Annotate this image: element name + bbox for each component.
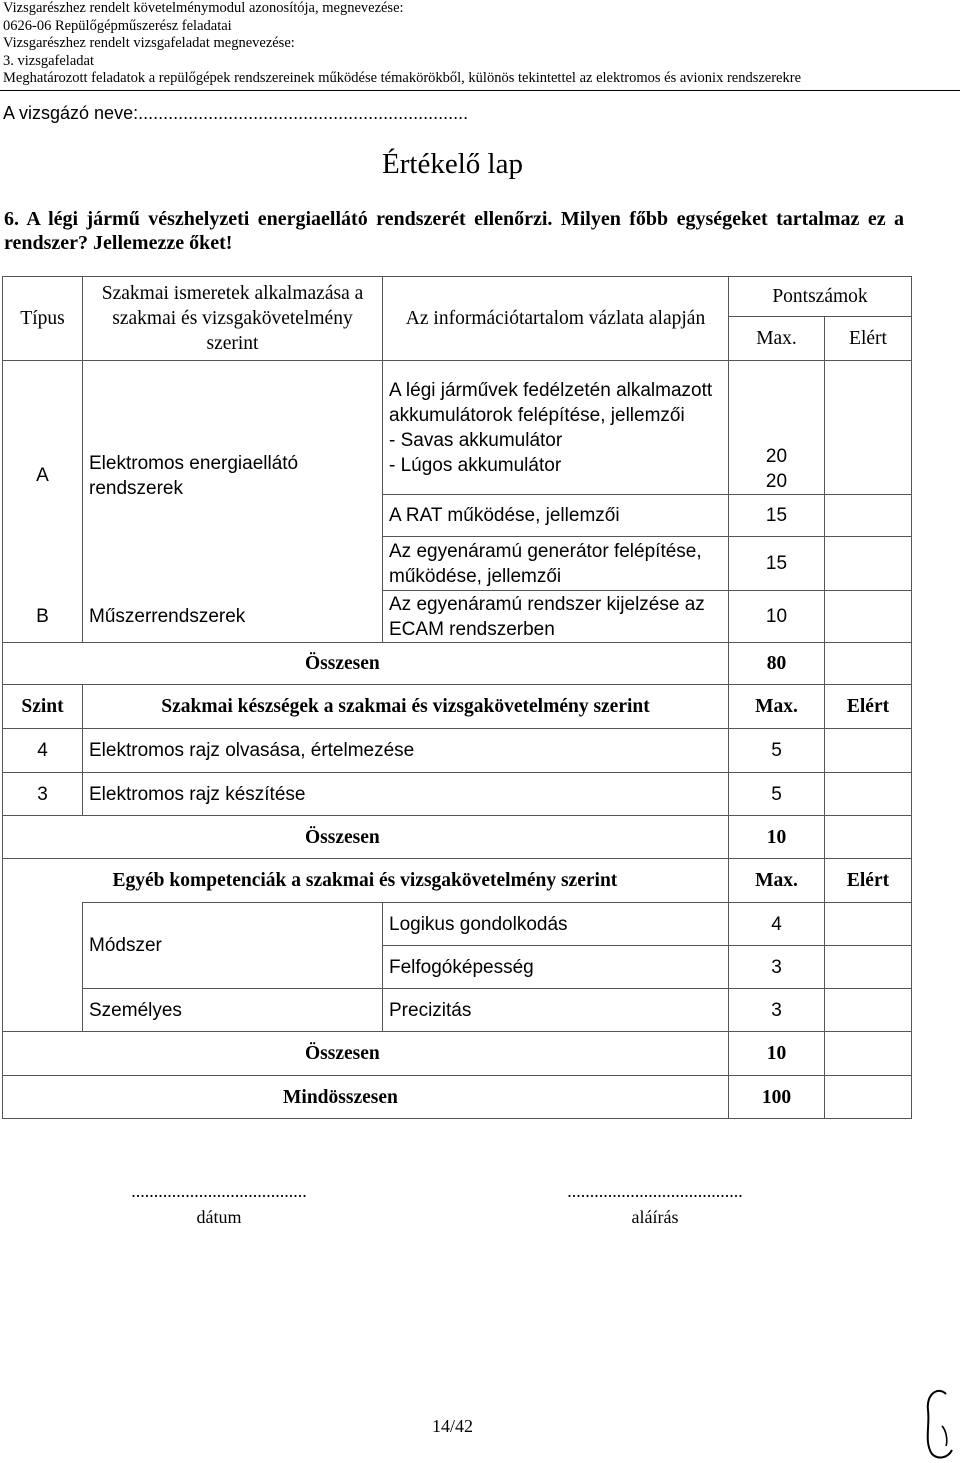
header-line-task-description: Meghatározott feladatok a repülőgépek rendszereinek működése témakörökből, különös tekintettel az elektromos és avionix rendszerekre xyxy=(3,70,802,87)
grand-total-label: Mindösszesen xyxy=(3,1076,729,1119)
col-header-max: Max. xyxy=(729,317,825,361)
competence-logical-thinking: Logikus gondolkodás xyxy=(383,903,729,946)
skills-title: Szakmai készségek a szakmai és vizsgakövetelmény szerint xyxy=(83,685,729,729)
skill-level: 3 xyxy=(3,773,83,816)
skill-drawing-reading: Elektromos rajz olvasása, értelmezése xyxy=(83,729,729,773)
signature-label: aláírás xyxy=(631,1207,679,1227)
examinee-name-field: A vizsgázó neve:.................................................................. xyxy=(3,103,469,123)
total-other-label: Összesen xyxy=(3,1032,729,1076)
skill-drawing-creation: Elektromos rajz készítése xyxy=(83,773,729,816)
skills-achieved-header: Elért xyxy=(825,685,912,729)
col-header-achieved: Elért xyxy=(825,317,912,361)
skill-level: 4 xyxy=(3,729,83,773)
grand-total-max: 100 xyxy=(729,1076,825,1119)
page-number: 14/42 xyxy=(431,1416,473,1436)
col-header-type: Típus xyxy=(3,277,83,361)
other-blank-cell xyxy=(3,903,83,1032)
header-divider xyxy=(0,90,960,91)
header-line-module-label: Vizsgarészhez rendelt követelménymodul azonosítója, megnevezése: xyxy=(3,0,404,16)
type-a: A xyxy=(3,361,83,591)
date-signature-block xyxy=(88,1178,350,1230)
competence-method: Módszer xyxy=(83,903,383,989)
area-electrical-power: Elektromos energiaellátó rendszerek xyxy=(83,361,383,591)
skills-max-header: Max. xyxy=(729,685,825,729)
item-dc-generator: Az egyenáramú generátor felépítése, működése, jellemzői xyxy=(383,537,729,591)
other-blank-cell xyxy=(3,859,83,903)
total-knowledge-max: 80 xyxy=(729,643,825,685)
max-acid-battery: 20 xyxy=(765,446,788,467)
skill-achieved[interactable] xyxy=(825,729,912,773)
other-achieved-header: Elért xyxy=(825,859,912,903)
other-competences-title: Egyéb kompetenciák a szakmai és vizsgakövetelmény szerint xyxy=(83,859,729,903)
competence-comprehension: Felfogóképesség xyxy=(383,946,729,989)
item-acid-battery: - Savas akkumulátor xyxy=(389,429,563,451)
competence-personal: Személyes xyxy=(83,989,383,1032)
signature-block xyxy=(524,1178,786,1230)
max-ecam-display: 10 xyxy=(729,591,825,643)
achieved-accumulators[interactable] xyxy=(825,361,912,495)
item-accumulators xyxy=(383,361,729,495)
total-other-achieved[interactable] xyxy=(825,1032,912,1076)
max-alkaline-battery: 20 xyxy=(765,471,788,492)
max-rat: 15 xyxy=(729,495,825,537)
evaluation-table xyxy=(2,276,912,1119)
col-header-points: Pontszámok xyxy=(729,277,912,317)
skill-max: 5 xyxy=(729,773,825,816)
max-dc-generator: 15 xyxy=(729,537,825,591)
skills-level-header: Szint xyxy=(3,685,83,729)
competence-max: 3 xyxy=(729,989,825,1032)
col-header-knowledge: Szakmai ismeretek alkalmazása a szakmai és vizsgakövetelmény szerint xyxy=(83,277,383,361)
competence-precision: Precizitás xyxy=(383,989,729,1032)
item-accumulators-text: A légi járművek fedélzetén alkalmazott akkumulátorok felépítése, jellemzői xyxy=(389,379,713,426)
signature-line: ....................................... xyxy=(567,1181,743,1201)
item-rat: A RAT működése, jellemzői xyxy=(383,495,729,537)
other-max-header: Max. xyxy=(729,859,825,903)
competence-achieved[interactable] xyxy=(825,903,912,946)
task-question: 6. A légi jármű vészhelyzeti energiaellátó rendszerét ellenőrzi. Milyen főbb egységeket tartalmaz ez a rendszer? Jellemezze őket! xyxy=(4,208,904,254)
total-skills-max: 10 xyxy=(729,816,825,859)
grand-total-achieved[interactable] xyxy=(825,1076,912,1119)
document-header xyxy=(3,0,801,88)
competence-achieved[interactable] xyxy=(825,946,912,989)
item-alkaline-battery: - Lúgos akkumulátor xyxy=(389,454,562,476)
total-skills-label: Összesen xyxy=(3,816,729,859)
date-label: dátum xyxy=(196,1207,242,1227)
corner-mark-icon xyxy=(918,1386,958,1461)
date-line: ....................................... xyxy=(131,1181,307,1201)
competence-achieved[interactable] xyxy=(825,989,912,1032)
total-skills-achieved[interactable] xyxy=(825,816,912,859)
achieved-ecam-display[interactable] xyxy=(825,591,912,643)
max-accumulators xyxy=(729,361,825,495)
header-line-task-number: 3. vizsgafeladat xyxy=(3,52,94,69)
area-instrument-systems: Műszerrendszerek xyxy=(83,591,383,643)
header-line-task-label: Vizsgarészhez rendelt vizsgafeladat megnevezése: xyxy=(3,35,295,52)
skill-max: 5 xyxy=(729,729,825,773)
total-knowledge-achieved[interactable] xyxy=(825,643,912,685)
competence-max: 3 xyxy=(729,946,825,989)
page-title: Értékelő lap xyxy=(382,148,523,180)
total-knowledge-label: Összesen xyxy=(3,643,729,685)
total-other-max: 10 xyxy=(729,1032,825,1076)
competence-max: 4 xyxy=(729,903,825,946)
achieved-rat[interactable] xyxy=(825,495,912,537)
achieved-dc-generator[interactable] xyxy=(825,537,912,591)
type-b: B xyxy=(3,591,83,643)
skill-achieved[interactable] xyxy=(825,773,912,816)
item-ecam-display: Az egyenáramú rendszer kijelzése az ECAM rendszerben xyxy=(383,591,729,643)
col-header-content: Az információtartalom vázlata alapján xyxy=(383,277,729,361)
header-line-module-id: 0626-06 Repülőgépműszerész feladatai xyxy=(3,17,232,34)
